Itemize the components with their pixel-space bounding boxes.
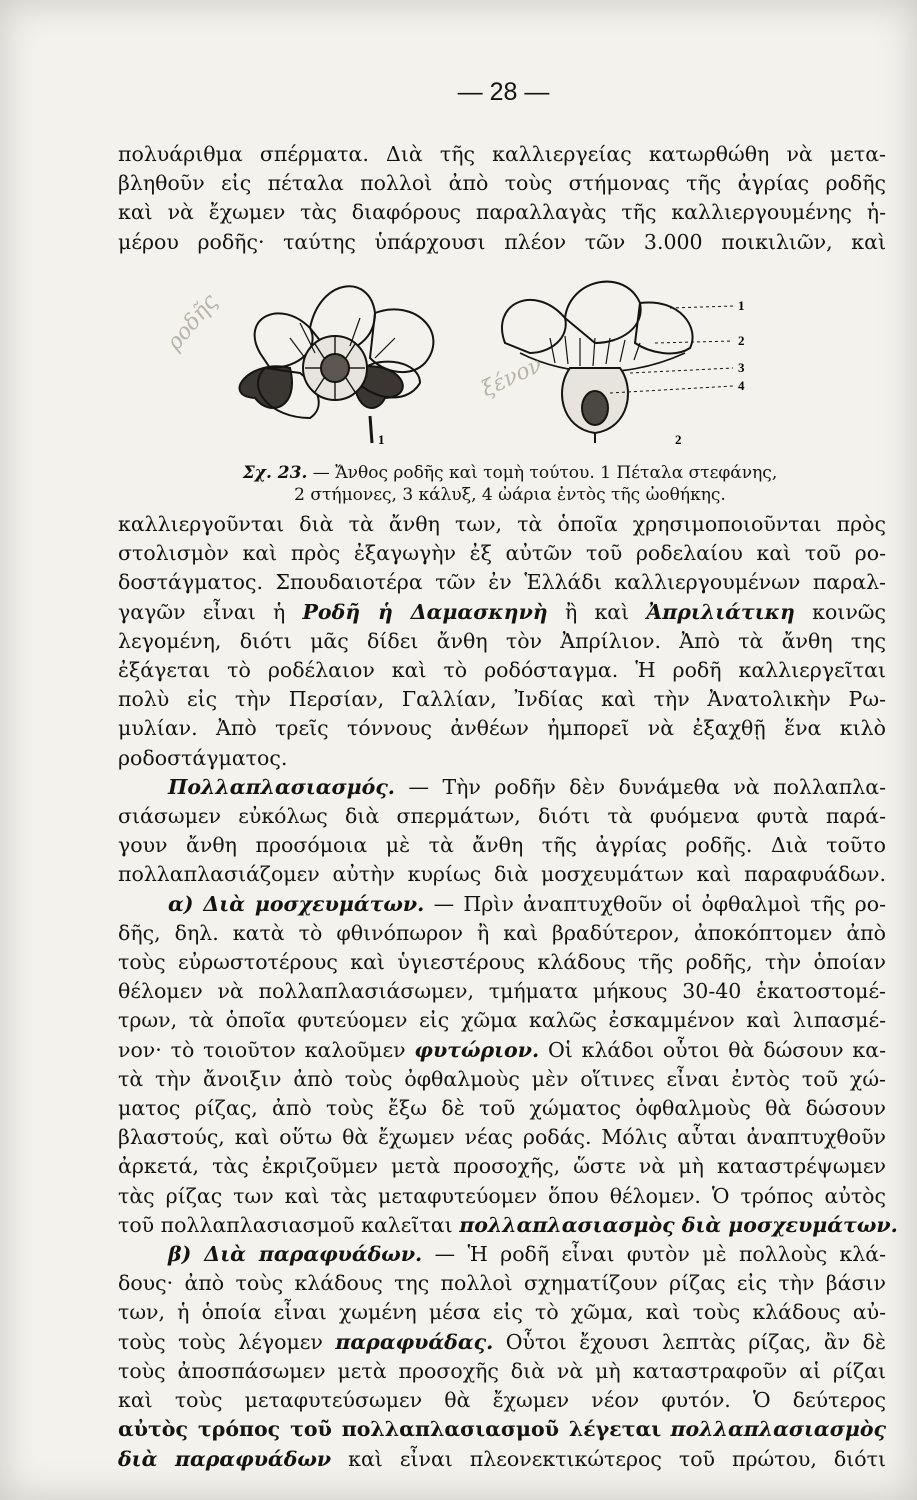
text-line: δῆς, δηλ. κατὰ τὸ φθινόπωρον ἢ καὶ βραδύτερον, ἀποκόπτομεν ἀπὸ <box>118 920 886 945</box>
part-label: 1 <box>738 298 745 313</box>
text-line: θέλομεν νὰ πολλαπλασιάσωμεν, τμήματα μήκους 30-40 ἑκατοστομέ- <box>118 979 886 1004</box>
emphasis: φυτώριον. <box>414 1037 540 1062</box>
text-line: τοῦ πολλαπλασιασμοῦ καλεῖται πολλαπλασιασμὸς διὰ μοσχευμάτων. <box>118 1212 898 1237</box>
part-label: 3 <box>738 360 745 375</box>
text-line: τοὺς εὐρωστοτέρους καὶ ὑγιεστέρους κλάδους τῆς ροδῆς, τὴν ὁποίαν <box>118 950 886 975</box>
figure-left-label: 1 <box>378 432 385 447</box>
part-label: 4 <box>738 378 745 393</box>
pencil-note: ξένον <box>477 352 547 403</box>
text-line: πολυάριθμα σπέρματα. Διὰ τῆς καλλιεργείας κατωρθώθη νὰ μετα- <box>118 142 886 166</box>
text-line: ἀρκετά, τὰς ἐκριζοῦμεν μετὰ προσοχῆς, ὥστε νὰ μὴ καταστρέψωμεν <box>118 1154 886 1179</box>
text-line: βληθοῦν εἰς πέταλα πολλοὶ ἀπὸ τοὺς στήμονας τῆς ἀγρίας ροδῆς <box>118 171 886 196</box>
figure-caption <box>170 462 850 506</box>
section-heading: Πολλαπλασιασμός. <box>168 774 395 799</box>
main-text <box>118 510 898 1474</box>
text-line: λεγομένη, διότι μᾶς δίδει ἄνθη τὸν Ἀπρίλιον. Ἀπὸ τὰ ἄνθη της <box>118 628 886 653</box>
text-line: τὰ τὴν ἄνοιξιν ἀπὸ τοὺς ὀφθαλμοὺς μὲν οἵτινες εἶναι ἐντὸς τοῦ χώ- <box>118 1066 886 1091</box>
subsection-heading: α) Διὰ μοσχευμάτων. <box>168 891 425 916</box>
text-line: δοστάγματος. Σπουδαιοτέρα τῶν ἐν Ἑλλάδι καλλιεργουμένων παραλ- <box>118 570 886 595</box>
text-line: μυλίαν. Ἀπὸ τρεῖς τόννους ἀνθέων ἠμπορεῖ νὰ ἐξαχθῇ ἕνα κιλὸ <box>118 716 886 741</box>
subsection-heading-line: β) Διὰ παραφυάδων. — Ἡ ροδῆ εἶναι φυτὸν μὲ πολλοὺς κλά- <box>168 1242 886 1267</box>
rose-figure <box>150 258 770 448</box>
text-line: τοὺς τοὺς λέγομεν παραφυάδας. Οὗτοι ἔχουσι λεπτὰς ρίζας, ἂν δὲ <box>118 1329 886 1354</box>
part-label: 2 <box>738 333 745 348</box>
intro-paragraph <box>118 140 886 257</box>
emphasis: πολλαπλασιασμὸς <box>670 1417 886 1442</box>
text-line: ματος ρίζας, ἀπὸ τοὺς ἔξω δὲ τοῦ χώματος ὀφθαλμοὺς θὰ δώσουν <box>118 1096 886 1121</box>
emphasis: Ροδῆ ἡ Δαμασκηνὴ <box>302 599 548 624</box>
caption-text: 2 στήμονες, 3 κάλυξ, 4 ὠάρια ἐντὸς τῆς ὠοθήκης. <box>294 485 726 505</box>
text-line: γαγῶν εἶναι ἡ Ροδῆ ἡ Δαμασκηνὴ ἢ καὶ Ἀπριλιάτικη κοινῶς <box>118 599 886 624</box>
text-line: τοὺς ἀποσπάσωμεν μετὰ προσοχῆς διὰ νὰ μὴ καταστραφοῦν αἱ ρίζαι <box>118 1358 886 1383</box>
rose-flower-drawing <box>240 286 434 443</box>
text-line: διὰ παραφυάδων καὶ εἶναι πλεονεκτικώτερος τοῦ πρώτου, διότι <box>118 1446 886 1471</box>
text-line: ἐξάγεται τὸ ροδέλαιον καὶ τὸ ροδόσταγμα. Ἡ ροδῆ καλλιεργεῖται <box>118 658 886 683</box>
emphasis: παραφυάδας. <box>335 1329 494 1354</box>
caption-text: — Ἄνθος ροδῆς καὶ τομὴ τούτου. 1 Πέταλα στεφάνης, <box>312 463 778 483</box>
text-line: πολὺ εἰς τὴν Περσίαν, Γαλλίαν, Ἰνδίας καὶ τὴν Ἀνατολικὴν Ρω- <box>118 687 886 712</box>
text-line: τὰς ρίζας των καὶ τὰς μεταφυτεύομεν ὅπου θέλομεν. Ὁ τρόπος αὐτὸς <box>118 1183 886 1208</box>
text-line: δους· ἀπὸ τοὺς κλάδους της πολλοὶ σχηματίζουν ρίζας εἰς τὴν βάσιν <box>118 1271 886 1296</box>
text-line: στολισμὸν καὶ πρὸς ἐξαγωγὴν ἐξ αὐτῶν τοῦ ροδελαίου καὶ τοῦ ρο- <box>118 541 886 566</box>
emphasis: Ἀπριλιάτικη <box>646 599 795 624</box>
text-line: των, ἡ ὁποία εἶναι χωμένη μέσα εἰς τὸ χῶμα, καὶ τοὺς κλάδους αὐ- <box>118 1300 886 1325</box>
page-number: — 28 — <box>457 78 550 106</box>
text-line: νον· τὸ τοιοῦτον καλοῦμεν φυτώριον. Οἱ κλάδοι οὗτοι θὰ δώσουν κα- <box>118 1037 886 1062</box>
emphasis: πολλαπλασιασμὸς διὰ μοσχευμάτων. <box>459 1212 898 1237</box>
text-line: μέρου ροδῆς· ταύτης ὑπάρχουσι πλέον τῶν 3.000 ποικιλιῶν, καὶ <box>118 229 886 254</box>
subsection-heading: β) Διὰ παραφυάδων. <box>168 1242 423 1267</box>
text-line: τρων, τὰ ὁποῖα φυτεύομεν εἰς χῶμα καλῶς ἐσκαμμένον καὶ λιπασμέ- <box>118 1008 886 1033</box>
text-line: γουν ἄνθη προσόμοια μὲ τὰ ἄνθη τῆς ἀγρίας ροδῆς. Διὰ τοῦτο <box>118 833 886 858</box>
text-line: πολλαπλασιάζομεν αὐτὴν κυρίως διὰ μοσχευμάτων καὶ παραφυάδων. <box>118 862 886 887</box>
text-line: αὐτὸς τρόπος τοῦ πολλαπλασιασμοῦ λέγεται πολλαπλασιασμὸς <box>118 1417 886 1442</box>
text-line: καλλιεργοῦνται διὰ τὰ ἄνθη των, τὰ ὁποῖα χρησιμοποιοῦνται πρὸς <box>118 512 886 536</box>
text-line: βλαστούς, καὶ οὕτω θὰ ἔχωμεν νέας ροδάς. Μόλις αὗται ἀναπτυχθοῦν <box>118 1125 886 1150</box>
subsection-heading-line: α) Διὰ μοσχευμάτων. — Πρὶν ἀναπτυχθοῦν οἱ ὀφθαλμοὶ τῆς ρο- <box>168 891 886 916</box>
pencil-note: ροδῆς <box>162 289 223 356</box>
section-heading-line: Πολλαπλασιασμός. — Τὴν ροδῆν δὲν δυνάμεθα νὰ πολλαπλα- <box>168 774 886 799</box>
text-line: καὶ νὰ ἔχωμεν τὰς διαφόρους παραλλαγὰς τῆς καλλιεργουμένης ἡ- <box>118 200 886 225</box>
text-line: σιάσωμεν εὐκόλως διὰ σπερμάτων, διότι τὰ φυόμενα φυτὰ παρά- <box>118 804 886 829</box>
text-line: καὶ τοὺς μεταφυτεύσωμεν θὰ ἔχωμεν νέον φυτόν. Ὁ δεύτερος <box>118 1388 886 1413</box>
text-line: ροδοστάγματος. <box>118 745 288 770</box>
figure-right-label: 2 <box>675 432 682 447</box>
emphasis: διὰ παραφυάδων <box>118 1446 332 1471</box>
figure-reference: Σχ. 23. <box>242 463 308 483</box>
rose-illustration <box>150 258 770 448</box>
